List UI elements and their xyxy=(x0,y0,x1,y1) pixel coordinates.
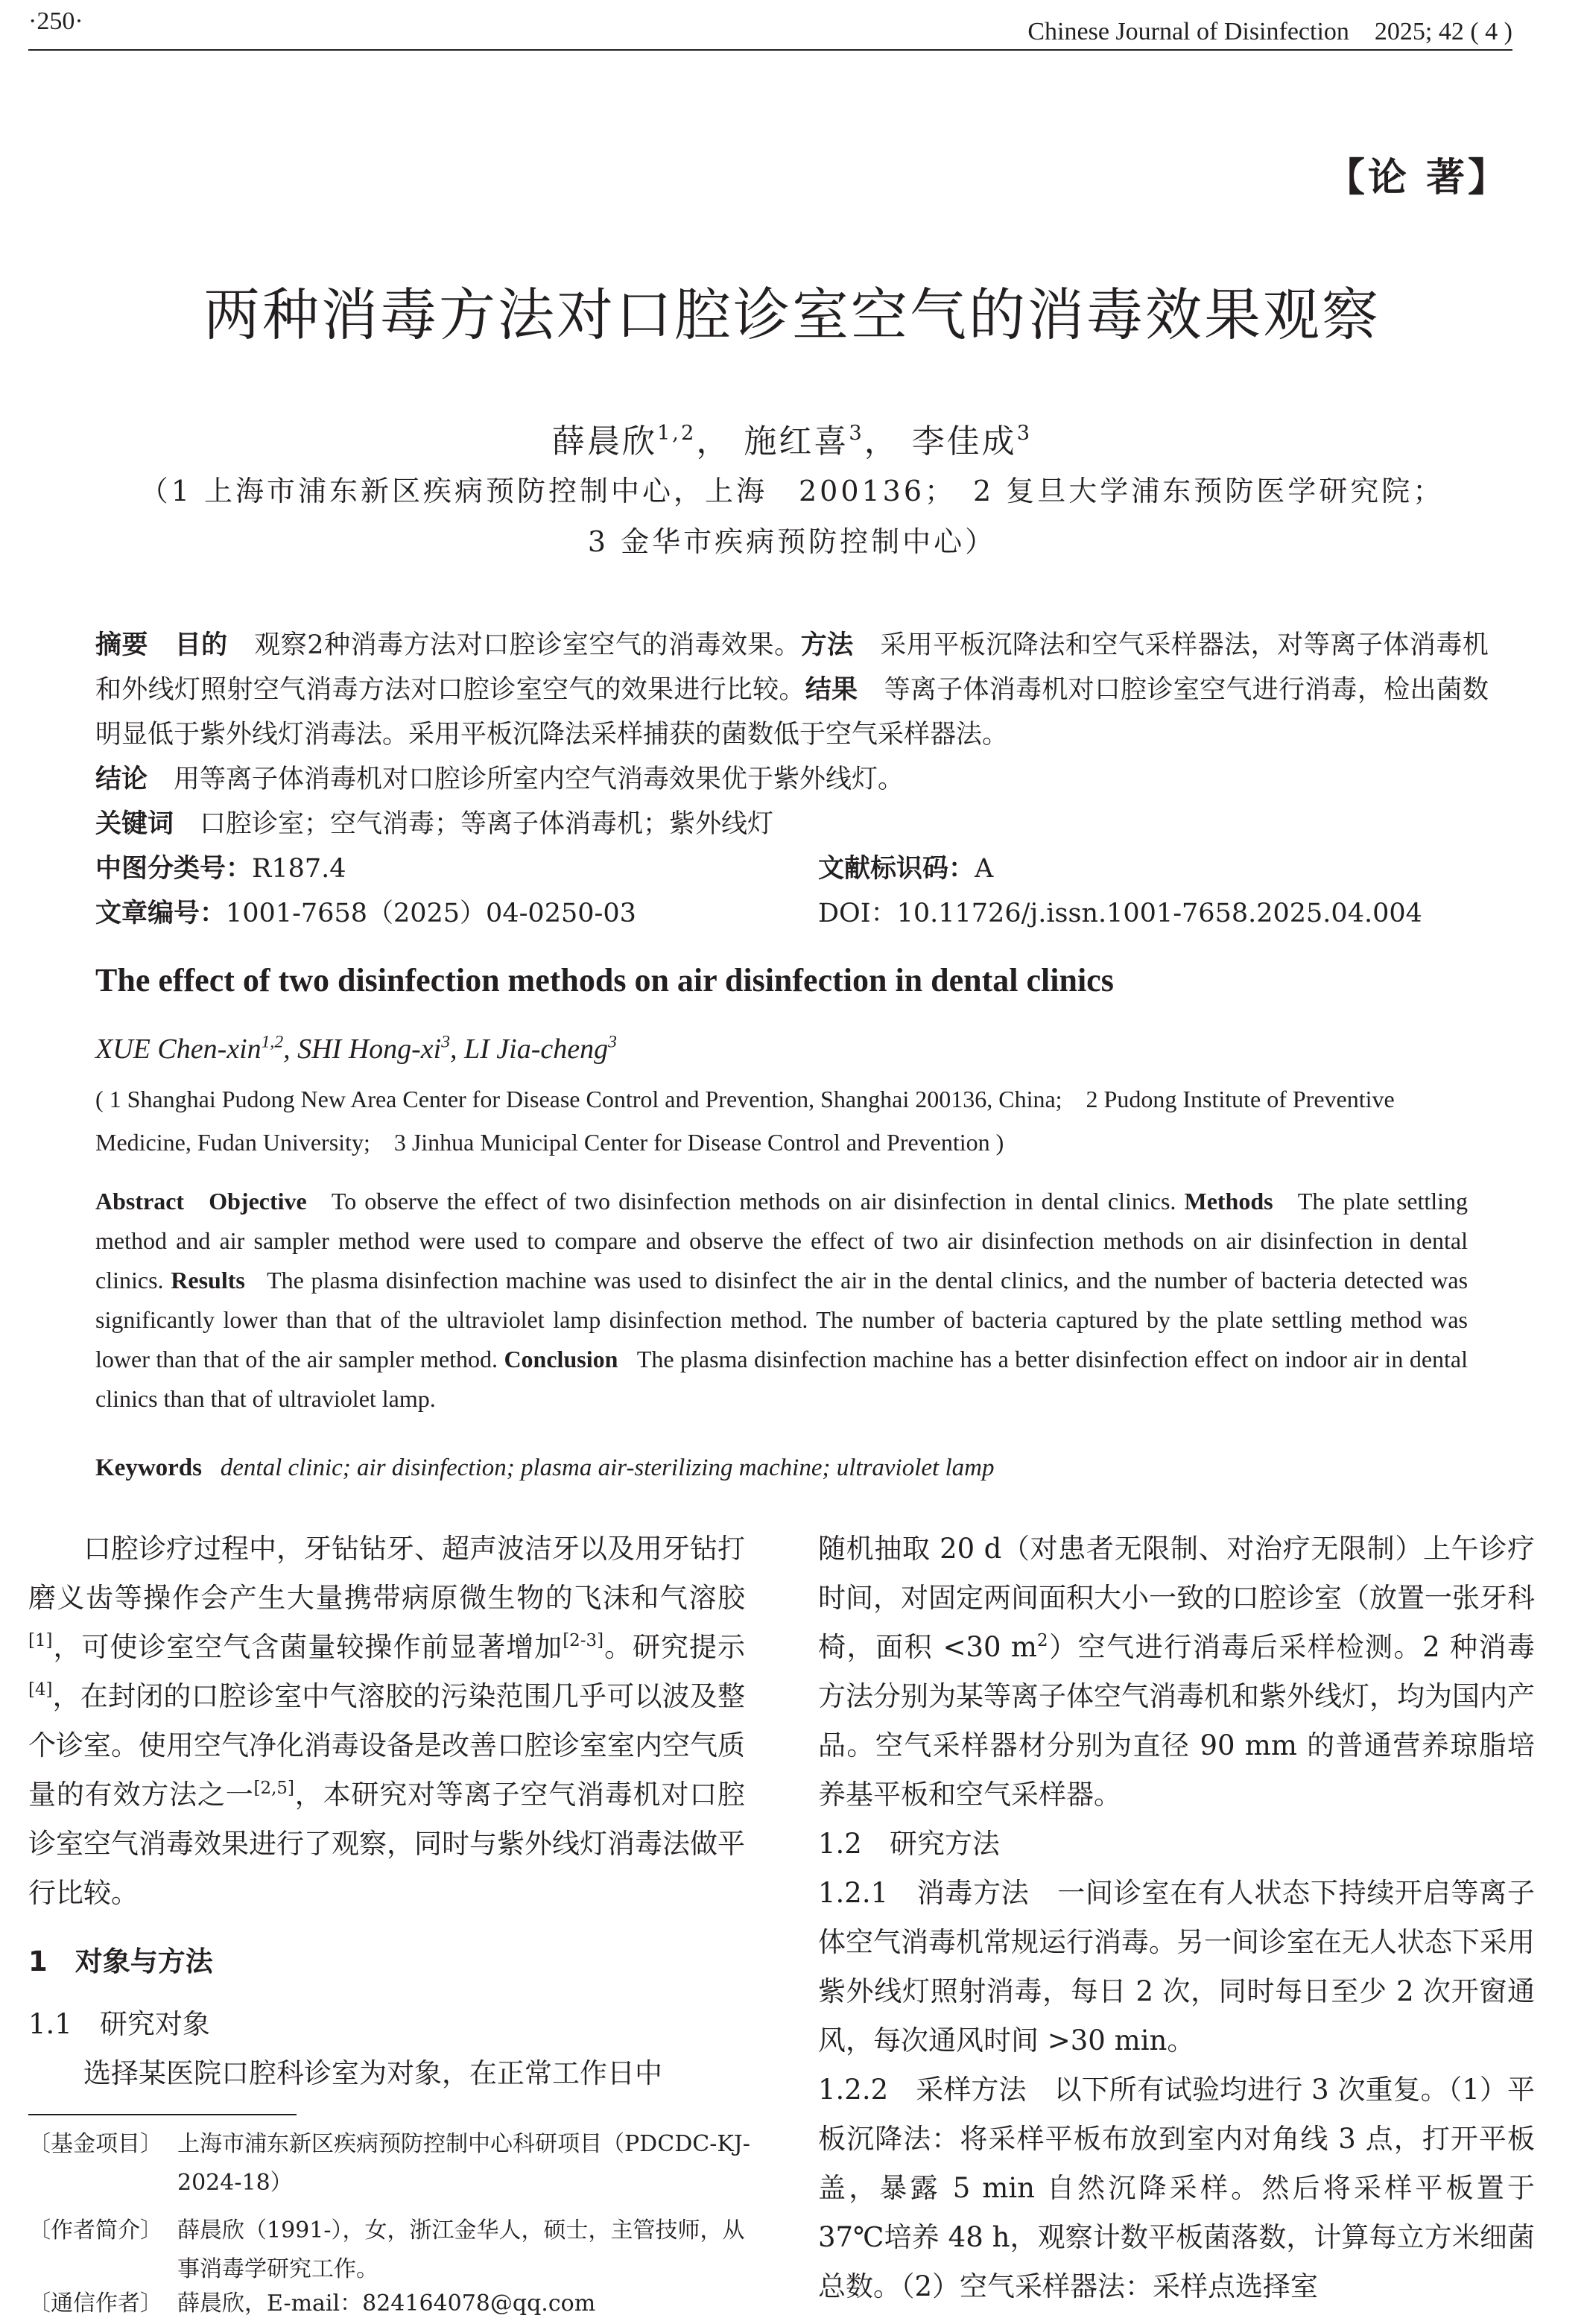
objective-text: 观察2种消毒方法对口腔诊室空气的消毒效果。 xyxy=(254,630,801,660)
author-name: XUE Chen-xin xyxy=(95,1033,262,1065)
affiliation-mark: 3 xyxy=(441,1032,450,1052)
conclusion-text: The plasma disinfection machine has a better disinfection effect on indoor air in dental clinics than that of ultraviolet lamp. xyxy=(95,1346,1469,1412)
doi-text: DOI：10.11726/j.issn.1001-7658.2025.04.004 xyxy=(818,899,1422,928)
citation: [2,5] xyxy=(253,1778,294,1798)
keywords-line xyxy=(95,802,1489,846)
conclusion-label: 结论 xyxy=(95,764,148,794)
body-text: ）空气进行消毒后采样检测。2 种消毒方法分别为某等离子体空气消毒机和紫外线灯，均为国内产品。空气采样器材分别为直径 90 mm 的普通营养琼脂培养基平板和空气采样器。 xyxy=(818,1631,1535,1811)
author-list: 薛晨欣$^{1,2}$， 施红喜$^3$， 李佳成$^3$ xyxy=(551,422,1033,460)
english-abstract xyxy=(95,1182,1468,1419)
doccode-label: 文献标识码： xyxy=(818,854,975,884)
objective-label: 目的 xyxy=(174,630,228,660)
author-name: LI Jia-cheng xyxy=(464,1033,609,1065)
intro-text: 。研究提示 xyxy=(603,1631,746,1663)
subsection-heading: 1.2 研究方法 xyxy=(818,1828,1000,1860)
affiliation-mark: 3 xyxy=(849,422,864,446)
journal-running-header: Chinese Journal of Disinfection 2025; 42 ( 4 ) xyxy=(1027,18,1512,45)
affiliation-mark: 3 xyxy=(608,1032,617,1052)
author-bio-label: 〔作者简介〕 xyxy=(28,2217,162,2244)
methods-text: The plate settling method and air sampler method were used to compare and observe the effect of two air disinfection methods on air disinfection in dental clinics. xyxy=(95,1188,1469,1294)
doccode-value: A xyxy=(975,854,994,884)
right-column xyxy=(818,1524,1535,2311)
results-label: Results xyxy=(171,1267,245,1294)
correspondence-text: 薛晨欣，E-mail：824164078@qq.com xyxy=(177,2290,596,2317)
section-heading: 1 对象与方法 xyxy=(28,1945,213,1978)
author-bio-text: 薛晨欣（1991-），女，浙江金华人，硕士，主管技师，从事消毒学研究工作。 xyxy=(177,2217,745,2282)
results-text: The plasma disinfection machine was used to disinfect the air in the dental clinics, and the number of bacteria detected was significantly lower than that of the ultraviolet lamp disinfection method. The number of bacteria captured by the plate settling method was lower than that of the air sampler method. xyxy=(95,1267,1469,1372)
results-text: 等离子体消毒机对口腔诊室空气进行消毒，检出菌数明显低于紫外线灯消毒法。采用平板沉降法采样捕获的菌数低于空气采样器法。 xyxy=(95,675,1489,750)
english-affiliation: ( 1 Shanghai Pudong New Area Center for Disease Control and Prevention, Shanghai 200136, China; 2 Pudong Institute of Preventive Medicine, Fudan University; 3 Jinhua Municipal Center for Disease Control and Prevention ) xyxy=(95,1086,1395,1156)
footnote-fund xyxy=(28,2125,758,2203)
classification-line xyxy=(95,846,1489,891)
article-no-value: 1001-7658（2025）04-0250-03 xyxy=(226,899,636,928)
affiliation-mark: 3 xyxy=(1016,422,1033,446)
correspondence-label: 〔通信作者〕 xyxy=(28,2290,162,2317)
affiliation-mark: 1,2 xyxy=(656,422,697,446)
author-name: 李佳成 xyxy=(911,422,1017,460)
citation: [1] xyxy=(28,1630,53,1650)
footnote-author xyxy=(28,2211,758,2289)
keywords-label: Keywords xyxy=(95,1454,202,1481)
conclusion-text: 用等离子体消毒机对口腔诊所室内空气消毒效果优于紫外线灯。 xyxy=(174,764,905,794)
keywords-text: dental clinic; air disinfection; plasma air-sterilizing machine; ultraviolet lamp xyxy=(220,1454,995,1481)
abstract-label: 摘要 xyxy=(95,630,149,660)
intro-text: ，在封闭的口腔诊室中气溶胶的污染范围几乎可以波及整个诊室。使用空气净化消毒设备是改善口腔诊室室内空气质量的有效方法之一 xyxy=(28,1680,745,1811)
english-author-list: XUE Chen-xin$^{1,2}$, SHI Hong-$xi^3$, LI Jia-cheng$^3$ xyxy=(95,1032,617,1065)
abstract-body xyxy=(95,623,1489,802)
intro-text: 口腔诊疗过程中，牙钻钻牙、超声波洁牙以及用牙钻打磨义齿等操作会产生大量携带病原微生物的飞沫和气溶胶 xyxy=(28,1533,745,1614)
fund-label: 〔基金项目〕 xyxy=(28,2131,162,2157)
page-number: ·250· xyxy=(28,7,83,35)
subsection-heading: 1.1 研究对象 xyxy=(28,2008,210,2040)
results-label: 结果 xyxy=(805,675,858,705)
author-name: 薛晨欣 xyxy=(551,422,657,460)
author-name: 施红喜 xyxy=(744,422,849,460)
citation: [2-3] xyxy=(563,1630,604,1650)
body-paragraph xyxy=(818,1524,1535,1820)
methods-label: 方法 xyxy=(800,630,854,660)
article-title: 两种消毒方法对口腔诊室空气的消毒效果观察 xyxy=(203,282,1381,348)
article-no-label: 文章编号： xyxy=(95,899,226,928)
intro-text: ，可使诊室空气含菌量较操作前显著增加 xyxy=(52,1631,563,1663)
clc-label: 中图分类号： xyxy=(95,854,253,884)
body-text: 随机抽取 20 d（对患者无限制、对治疗无限制）上午诊疗时间，对固定两间面积大小一致的口腔诊室（放置一张牙科椅，面积 <30 m xyxy=(818,1533,1535,1663)
author-name: SHI Hong-xi xyxy=(297,1033,442,1065)
header-rule xyxy=(28,49,1512,51)
column-tag: 【论 著】 xyxy=(1325,156,1509,200)
affiliation-mark: 1,2 xyxy=(261,1032,284,1052)
affiliation-line: （1 上海市浦东新区疾病预防控制中心，上海 200136； 2 复旦大学浦东预防医学研究院； xyxy=(139,475,1445,507)
citation: [4] xyxy=(28,1679,53,1700)
english-title: The effect of two disinfection methods on air disinfection in dental clinics xyxy=(95,962,1114,998)
footnote-rule xyxy=(28,2114,297,2115)
conclusion-label: Conclusion xyxy=(504,1346,618,1372)
keywords-label: 关键词 xyxy=(95,809,174,839)
methods-text: 采用平板沉降法和空气采样器法，对等离子体消毒机和外线灯照射空气消毒方法对口腔诊室空气的效果进行比较。 xyxy=(95,630,1489,705)
objective-label: Objective xyxy=(209,1188,307,1215)
superscript: 2 xyxy=(1036,1630,1048,1650)
body-paragraph: 1.2.2 采样方法 以下所有试验均进行 3 次重复。（1）平板沉降法：将采样平板布放到室内对角线 3 点，打开平板盖，暴露 5 min 自然沉降采样。然后将采样平板置于 37℃培养 48 h，观察计数平板菌落数，计算每立方米细菌总数。（2）空气采样器法：采样点选择室 xyxy=(818,2074,1535,2302)
english-keywords xyxy=(95,1454,994,1482)
fund-text: 上海市浦东新区疾病预防控制中心科研项目（PDCDC-KJ-2024-18） xyxy=(177,2131,750,2196)
footnote-correspondence xyxy=(28,2285,758,2323)
body-paragraph: 选择某医院口腔科诊室为对象，在正常工作日中 xyxy=(83,2057,662,2089)
chinese-abstract xyxy=(95,623,1489,936)
objective-text: To observe the effect of two disinfection methods on air disinfection in dental clinics. xyxy=(331,1188,1176,1215)
keywords-text: 口腔诊室；空气消毒；等离子体消毒机；紫外线灯 xyxy=(200,809,774,839)
affiliation-line: 3 金华市疾病预防控制中心） xyxy=(587,525,997,558)
left-column xyxy=(28,1524,745,2098)
intro-text: ，本研究对等离子空气消毒机对口腔诊室空气消毒效果进行了观察，同时与紫外线灯消毒法做平行比较。 xyxy=(28,1779,746,1909)
article-number-line xyxy=(95,891,1489,936)
abstract-label: Abstract xyxy=(95,1188,185,1215)
body-paragraph: 1.2.1 消毒方法 一间诊室在有人状态下持续开启等离子体空气消毒机常规运行消毒。另一间诊室在无人状态下采用紫外线灯照射消毒，每日 2 次，同时每日至少 2 次开窗通风，每次通风时间 >30 min。 xyxy=(818,1877,1535,2057)
methods-label: Methods xyxy=(1184,1188,1273,1215)
intro-paragraph xyxy=(28,1524,745,1918)
clc-value: R187.4 xyxy=(252,854,346,884)
